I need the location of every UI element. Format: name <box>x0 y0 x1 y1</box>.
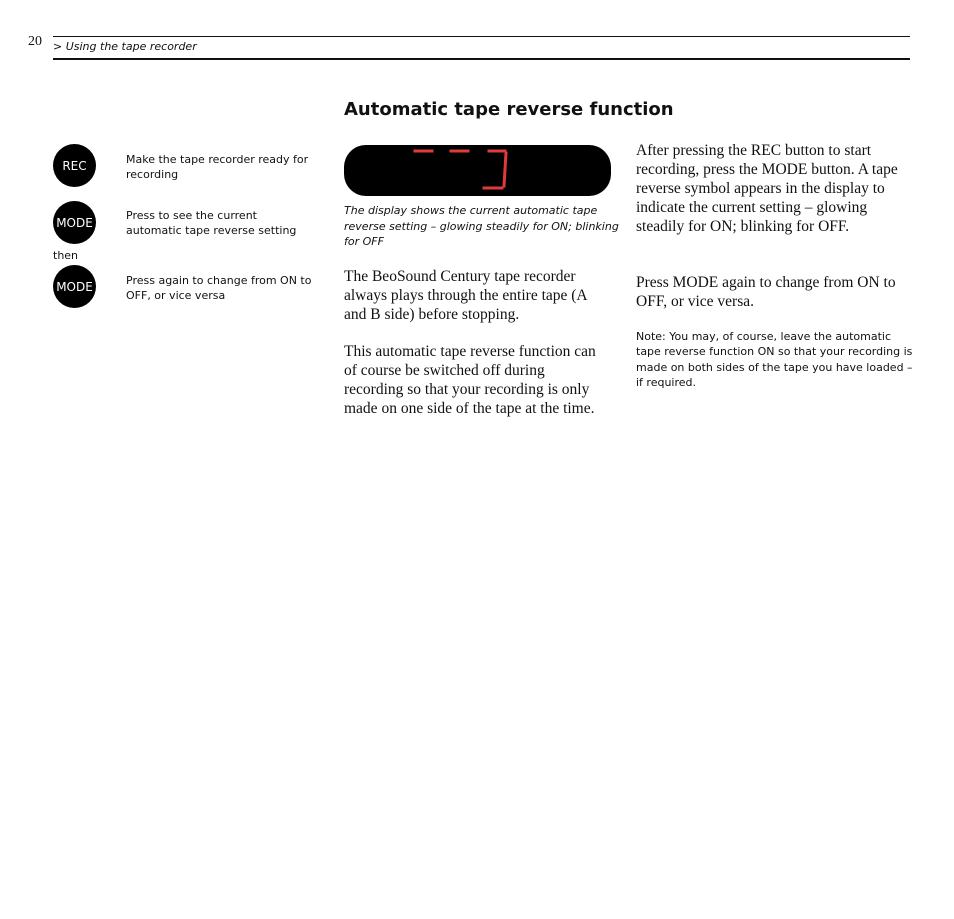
section-title: Automatic tape reverse function <box>344 99 674 120</box>
rec-button-icon: REC <box>53 144 96 187</box>
then-label: then <box>53 249 79 262</box>
header-rule-bottom <box>53 58 910 60</box>
mode-button-icon: MODE <box>53 201 96 244</box>
body-paragraph-2: This automatic tape reverse function can of course be switched off during recording so that your recording is only made on one side of the tape at the time. <box>344 343 596 417</box>
body-paragraph-4: Press MODE again to change from ON to OFF, or vice versa. <box>636 274 896 310</box>
mode-button-icon-2: MODE <box>53 265 96 308</box>
step-rec-text: Make the tape recorder ready for recording <box>126 153 309 181</box>
display-caption: The display shows the current automatic tape reverse setting – glowing steadily for ON; blinking for OFF <box>344 204 619 248</box>
tape-reverse-symbol-icon <box>344 145 611 196</box>
step-mode-again-text: Press again to change from ON to OFF, or vice versa <box>126 274 312 302</box>
body-paragraph-3: After pressing the REC button to start recording, press the MODE button. A tape reverse symbol appears in the display to indicate the current setting – glowing steadily for ON; blinking for OFF. <box>636 142 898 235</box>
note-text: Note: You may, of course, leave the automatic tape reverse function ON so that your recording is made on both sides of the tape you have loaded – if required. <box>636 330 913 389</box>
breadcrumb: > Using the tape recorder <box>53 40 197 53</box>
display-segment <box>504 153 506 186</box>
body-paragraph-1: The BeoSound Century tape recorder always plays through the entire tape (A and B side) before stopping. <box>344 268 587 323</box>
page-number: 20 <box>28 34 42 49</box>
header-rule-top <box>53 36 910 37</box>
tape-display <box>344 145 611 196</box>
step-mode-text: Press to see the current automatic tape reverse setting <box>126 209 297 237</box>
